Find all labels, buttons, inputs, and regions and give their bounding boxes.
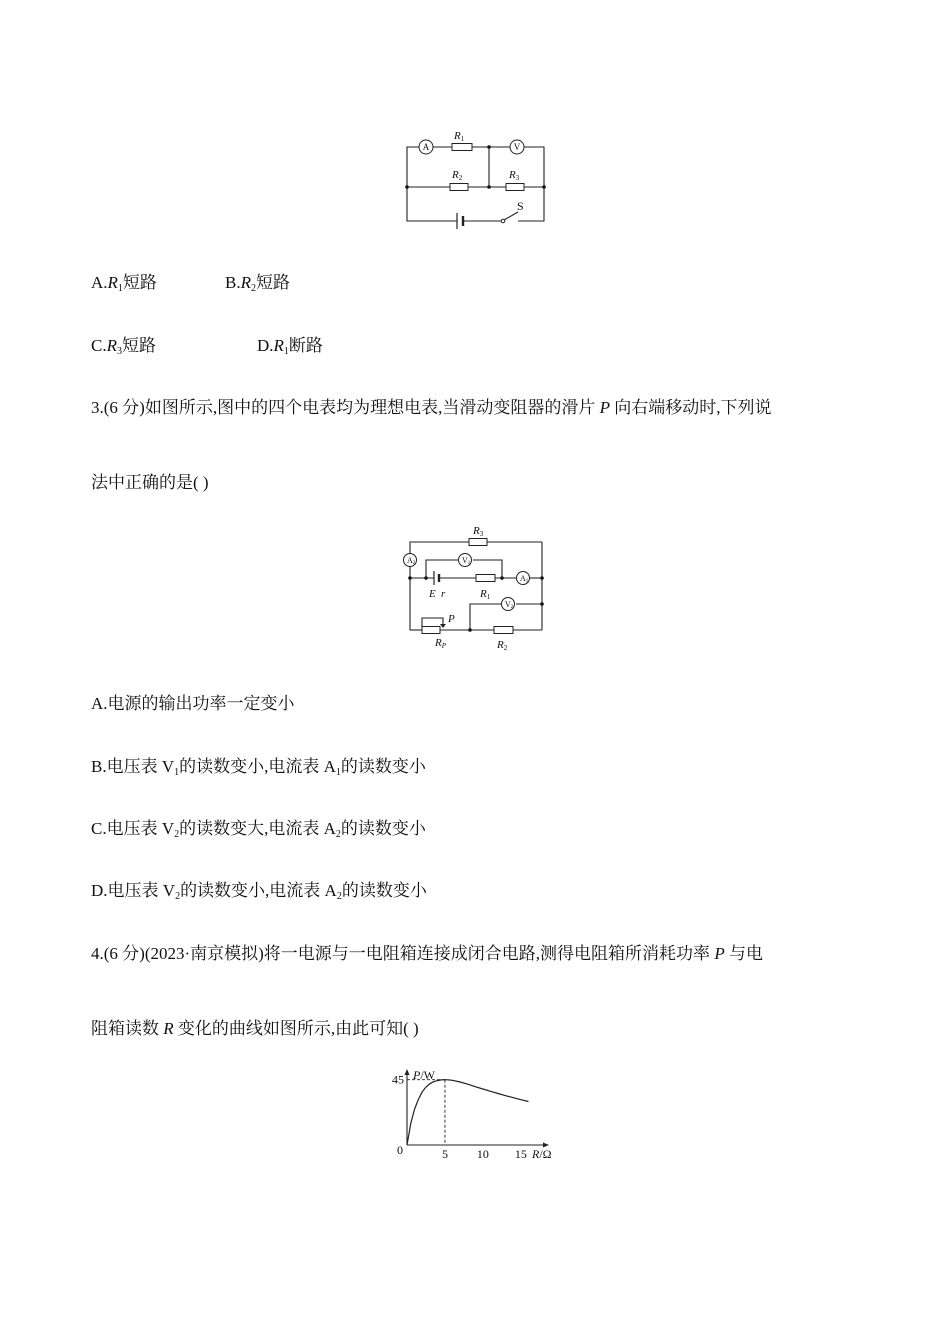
option-sub: 2 — [175, 891, 181, 902]
y-axis-label-var: P — [413, 1068, 421, 1082]
q3-junction-dot — [468, 628, 472, 632]
option-text: 短路 — [121, 336, 156, 355]
option-text: D.电压表 V — [91, 881, 176, 900]
option-text: 的读数变小,电流表 A — [180, 881, 337, 900]
q2-r2-sub: 2 — [458, 174, 463, 182]
q3-junction-dot — [408, 576, 412, 580]
q2-options-row-2 — [91, 335, 323, 357]
option-var: R — [107, 273, 118, 292]
q3-v1-sub: 1 — [467, 561, 471, 566]
q3-a1-sub: 1 — [525, 579, 529, 584]
option-var: R — [240, 273, 251, 292]
q3-rheostat-rp — [422, 627, 440, 634]
option-text: 的读数变小 — [340, 819, 426, 838]
q4-stem-text: 变化的曲线如图所示,由此可知( ) — [173, 1019, 419, 1038]
q2-option-d[interactable] — [257, 335, 323, 357]
option-text: 断路 — [288, 336, 323, 355]
q4-stem-var: R — [163, 1019, 174, 1038]
q2-r2-var: R — [452, 169, 459, 181]
q3-a2-sub: 2 — [412, 561, 416, 566]
q3-resistor-r2 — [494, 627, 513, 634]
q2-r2-label — [451, 169, 463, 182]
q3-emf-label: E — [429, 588, 436, 600]
q2-junction-dot — [487, 185, 491, 189]
power-curve — [407, 1080, 528, 1145]
option-letter: C. — [91, 336, 107, 355]
option-var: R — [273, 336, 284, 355]
q3-slider-arrow — [440, 624, 446, 628]
q2-wire-v-right — [524, 147, 544, 187]
option-text: B.电压表 V — [91, 757, 175, 776]
option-text: 的读数变小 — [340, 757, 426, 776]
option-letter: D. — [257, 336, 274, 355]
q3-circuit-diagram — [398, 520, 548, 655]
option-sub: 1 — [174, 767, 180, 778]
x-axis-label — [531, 1147, 552, 1161]
q3-resistor-r3 — [469, 539, 487, 546]
q3-option-d[interactable] — [91, 880, 427, 902]
q2-switch-blade — [504, 212, 518, 220]
option-sub: 2 — [335, 829, 341, 840]
q2-voltmeter-label: V — [513, 142, 521, 152]
q3-r2-var: R — [497, 639, 504, 651]
q3-top-wire — [410, 542, 469, 554]
option-sub: 1 — [283, 346, 289, 357]
x-axis-label-var: R — [532, 1147, 540, 1161]
q3-stem-line-2 — [91, 472, 209, 494]
q3-r1-var: R — [480, 588, 487, 600]
q3-a2-var: A — [407, 556, 413, 565]
x-tick-label: 15 — [514, 1147, 527, 1161]
q3-v2-var: V — [505, 600, 511, 609]
q2-switch-label: S — [517, 199, 524, 213]
option-text: 的读数变小 — [341, 881, 427, 900]
q4-stem-text: 与电 — [724, 944, 763, 963]
q4-stem-line-2 — [91, 1018, 419, 1040]
x-tick-label: 5 — [441, 1147, 448, 1161]
option-text: 短路 — [255, 273, 290, 292]
q2-r1-sub: 1 — [460, 135, 465, 143]
y-axis-label-unit: /W — [420, 1068, 436, 1082]
option-sub: 1 — [335, 767, 341, 778]
q3-internal-r-label: r — [441, 588, 446, 600]
option-sub: 2 — [336, 891, 342, 902]
q3-slider-p-label: P — [448, 613, 455, 625]
q3-junction-dot — [540, 576, 544, 580]
q3-v2-sub: 2 — [510, 605, 514, 610]
q3-r3-label — [472, 525, 484, 538]
q3-rp-var: R — [435, 637, 442, 649]
q2-bottom-left-wire — [407, 187, 457, 221]
q4-stem-text: 4.(6 分)(2023·南京模拟)将一电源与一电阻箱连接成闭合电路,测得电阻箱所消耗功率 — [91, 944, 715, 963]
q4-stem-var: P — [714, 944, 725, 963]
option-sub: 3 — [116, 346, 122, 357]
q2-r3-sub: 3 — [515, 174, 520, 182]
power-resistance-chart — [385, 1065, 565, 1165]
x-axis-label-unit: /Ω — [539, 1147, 552, 1161]
q3-junction-dot — [500, 576, 504, 580]
option-sub: 1 — [117, 283, 123, 294]
option-text: A.电源的输出功率一定变小 — [91, 694, 295, 713]
q3-rp-sub: P — [441, 642, 447, 650]
option-text: C.电压表 V — [91, 819, 175, 838]
q2-ammeter-label: A — [422, 142, 430, 152]
q3-a1-var: A — [520, 574, 526, 583]
q3-r2-sub: 2 — [503, 644, 508, 652]
option-var: R — [106, 336, 117, 355]
q3-stem-text: 3.(6 分)如图所示,图中的四个电表均为理想电表,当滑动变阻器的滑片 — [91, 398, 600, 417]
q3-r3-var: R — [473, 525, 480, 537]
q2-resistor-r2 — [450, 184, 468, 191]
option-text: 的读数变大,电流表 A — [179, 819, 336, 838]
q3-junction-dot — [540, 602, 544, 606]
q3-r2-label — [496, 639, 508, 652]
q2-top-left-wire — [407, 147, 419, 187]
q3-junction-dot — [424, 576, 428, 580]
option-letter: B. — [225, 273, 241, 292]
q2-options-row-1 — [91, 272, 290, 294]
q3-r1-sub: 1 — [486, 593, 491, 601]
y-tick-label: 45 — [392, 1072, 404, 1087]
option-sub: 2 — [250, 283, 256, 294]
q3-stem-text: 向右端移动时,下列说 — [609, 398, 772, 417]
q2-r1-var: R — [454, 130, 461, 142]
q2-junction-dot — [542, 185, 546, 189]
option-text: 短路 — [122, 273, 157, 292]
q3-v1-branch-left — [426, 560, 458, 578]
q3-rp-label — [434, 637, 447, 650]
q2-resistor-r1 — [452, 144, 472, 151]
q3-option-a[interactable] — [91, 693, 295, 715]
q3-stem-line-1 — [91, 397, 771, 419]
q3-stem-text: 法中正确的是( ) — [91, 473, 209, 492]
q2-r3-label — [508, 169, 520, 182]
q3-r1-label — [479, 588, 491, 601]
q2-option-a[interactable] — [91, 273, 157, 292]
x-tick-label: 10 — [476, 1147, 489, 1161]
q4-stem-line-1 — [91, 943, 763, 965]
origin-label: 0 — [397, 1143, 403, 1157]
q3-option-c[interactable] — [91, 818, 426, 840]
q3-stem-var: P — [599, 398, 610, 417]
q3-option-b[interactable] — [91, 756, 426, 778]
q3-r3-sub: 3 — [479, 530, 484, 538]
q3-v1-var: V — [462, 556, 468, 565]
q3-resistor-r1 — [476, 575, 495, 582]
q2-circuit-diagram — [400, 125, 552, 225]
q2-junction-dot — [487, 145, 491, 149]
option-sub: 2 — [174, 829, 180, 840]
q2-resistor-r3 — [506, 184, 524, 191]
q2-r1-label — [453, 130, 465, 143]
q2-option-c[interactable] — [91, 336, 156, 355]
q2-r3-var: R — [509, 169, 516, 181]
q4-stem-text: 阻箱读数 — [91, 1019, 164, 1038]
y-axis-arrow — [405, 1069, 410, 1075]
q2-option-b[interactable] — [225, 272, 290, 294]
q2-junction-dot — [405, 185, 409, 189]
option-text: 的读数变小,电流表 A — [179, 757, 336, 776]
option-letter: A. — [91, 273, 108, 292]
